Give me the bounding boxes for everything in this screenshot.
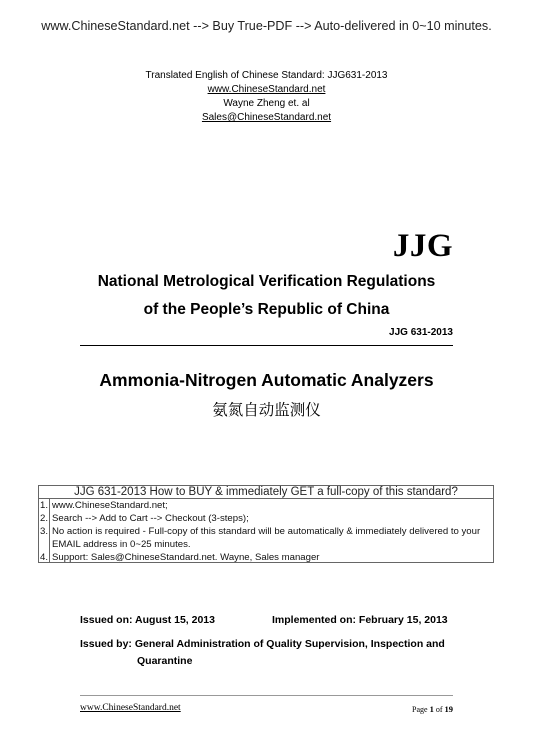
product-title-en: Ammonia-Nitrogen Automatic Analyzers <box>99 370 434 390</box>
buy-step-number: 4. <box>40 552 49 563</box>
translator-name: Wayne Zheng et. al <box>223 98 310 109</box>
standard-code: JJG 631-2013 <box>389 327 453 338</box>
regulation-title-line1: National Metrological Verification Regulations <box>97 273 436 290</box>
top-banner[interactable]: www.ChineseStandard.net --> Buy True-PDF --> Auto-delivered in 0~10 minutes. <box>41 19 492 33</box>
issuing-authority-line2: Quarantine <box>137 655 193 667</box>
buy-step-number: 3. <box>40 526 49 537</box>
buy-step-item <box>40 525 482 551</box>
footer-website-link[interactable]: www.ChineseStandard.net <box>80 703 181 713</box>
page-label: Page <box>412 705 428 714</box>
buy-step-item <box>40 499 485 512</box>
buy-step-number: 1. <box>40 500 49 511</box>
buy-step-text[interactable]: www.ChineseStandard.net; <box>52 500 168 511</box>
product-title-cn: 氨氮自动监测仪 <box>212 401 321 419</box>
buy-step-item <box>40 551 485 564</box>
issued-date: Issued on: August 15, 2013 <box>80 614 215 626</box>
buy-step-text: Support: Sales@ChineseStandard.net. Wayne, Sales manager <box>52 552 320 563</box>
translation-line: Translated English of Chinese Standard: JJG631-2013 <box>145 70 388 81</box>
buy-step-text: Search --> Add to Cart --> Checkout (3-steps); <box>52 513 249 524</box>
page-number <box>412 704 453 714</box>
issuing-authority-line1: Issued by: General Administration of Quality Supervision, Inspection and <box>80 638 445 650</box>
buy-step-text: No action is required - Full-copy of this standard will be automatically & immediately delivered to your EMAIL address in 0~25 minutes. <box>52 526 481 550</box>
buy-box-title: JJG 631-2013 How to BUY & immediately GET a full-copy of this standard? <box>74 486 458 498</box>
buy-step-number: 2. <box>40 513 49 524</box>
buy-step-item <box>40 512 485 525</box>
footer-divider <box>80 695 453 696</box>
website-link[interactable]: www.ChineseStandard.net <box>207 84 326 95</box>
total-pages: 19 <box>444 704 453 714</box>
implemented-date: Implemented on: February 15, 2013 <box>272 614 448 626</box>
title-divider <box>80 345 453 346</box>
sales-email-link[interactable]: Sales@ChineseStandard.net <box>201 112 332 123</box>
of-label: of <box>435 705 443 714</box>
current-page: 1 <box>429 704 434 714</box>
regulation-title-line2: of the People’s Republic of China <box>143 301 390 318</box>
jjg-logo: JJG <box>392 228 453 264</box>
